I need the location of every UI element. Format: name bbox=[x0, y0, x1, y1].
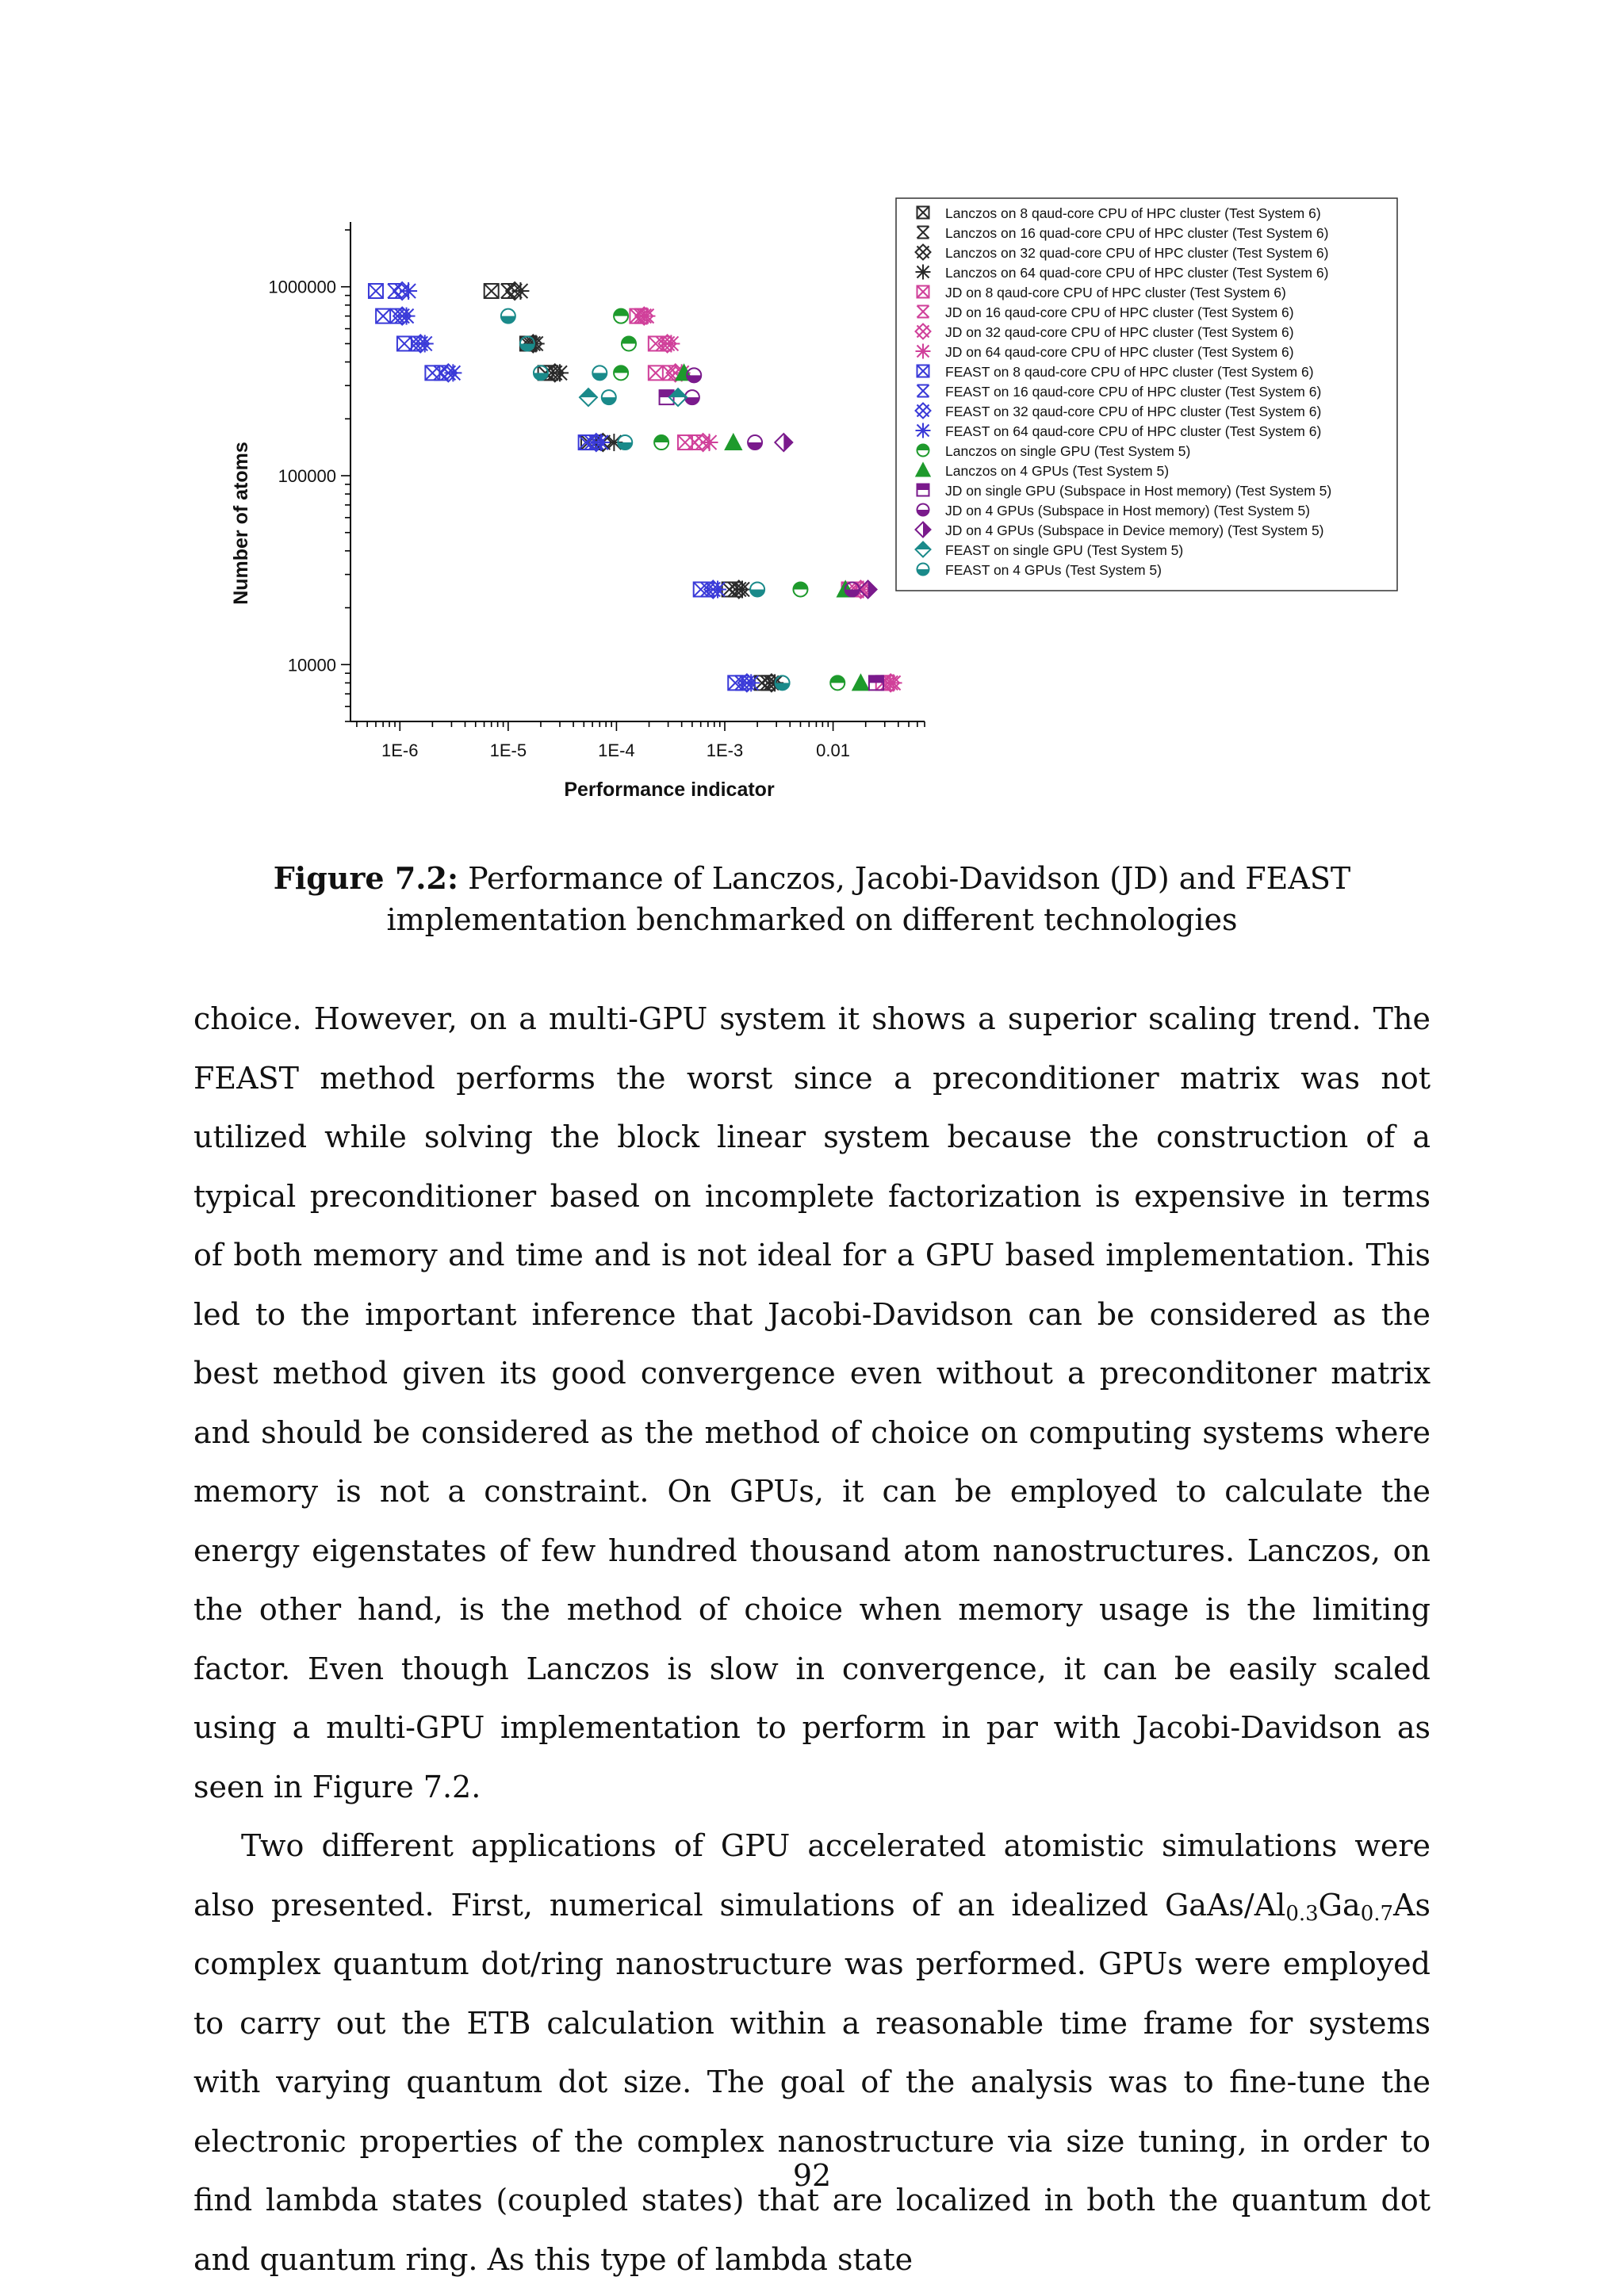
data-point bbox=[592, 434, 610, 451]
data-point bbox=[733, 580, 751, 598]
series-14 bbox=[676, 365, 869, 690]
legend-marker bbox=[916, 344, 931, 359]
series-7 bbox=[635, 308, 899, 692]
data-point bbox=[444, 364, 462, 381]
x-tick-label: 1E-3 bbox=[706, 740, 744, 760]
data-point bbox=[416, 335, 434, 352]
data-point bbox=[485, 284, 499, 298]
data-point bbox=[852, 675, 868, 690]
series-17 bbox=[775, 434, 876, 598]
data-point bbox=[602, 390, 616, 404]
legend-entry: JD on 4 GPUs (Subspace in Device memory) (Test System 5) bbox=[945, 522, 1324, 538]
data-point bbox=[742, 674, 760, 691]
legend-entry: FEAST on single GPU (Test System 5) bbox=[945, 542, 1184, 558]
data-point bbox=[830, 675, 845, 690]
legend-entry: FEAST on 4 GPUs (Test System 5) bbox=[945, 562, 1162, 578]
data-point bbox=[511, 282, 529, 300]
legend-entry: FEAST on 32 qaud-core CPU of HPC cluster (Test System 6) bbox=[945, 404, 1322, 419]
series-19 bbox=[501, 309, 790, 691]
caption-text: Performance of Lanczos, Jacobi-Davidson (JD) and FEAST implementation benchmarked on different technologies bbox=[386, 861, 1351, 937]
legend-entry: JD on 4 GPUs (Subspace in Host memory) (Test System 5) bbox=[945, 503, 1310, 519]
x-axis-title: Performance indicator bbox=[564, 779, 775, 801]
y-tick-label: 100000 bbox=[278, 466, 336, 486]
legend-marker bbox=[916, 265, 931, 280]
x-tick-label: 1E-5 bbox=[489, 740, 527, 760]
data-point bbox=[638, 308, 655, 325]
data-point bbox=[614, 365, 628, 380]
subscript-al: 0.3 bbox=[1285, 1901, 1319, 1926]
series-10 bbox=[388, 284, 749, 690]
data-point bbox=[701, 434, 718, 451]
figure-caption bbox=[198, 858, 1426, 940]
data-point bbox=[726, 434, 741, 450]
x-tick-label: 0.01 bbox=[816, 740, 850, 760]
data-point bbox=[748, 435, 762, 450]
legend-entry: JD on 16 qaud-core CPU of HPC cluster (Test System 6) bbox=[945, 304, 1294, 320]
body-text bbox=[193, 989, 1431, 2289]
series-8 bbox=[638, 308, 902, 692]
data-point bbox=[662, 335, 680, 352]
data-point bbox=[614, 309, 628, 323]
subscript-ga: 0.7 bbox=[1360, 1901, 1394, 1926]
y-tick-label: 10000 bbox=[287, 655, 336, 675]
paragraph-2-part-c: As complex quantum dot/ring nanostructure was performed. GPUs were employed to carry out the ETB calculation within a reasonable time frame for systems with varying quantum dot size. The goal of the analysis was to fine-tune the electronic properties of the complex nanostructure via size tuning, in order to find lambda states (coupled states) that are localized in both the quantum dot and quantum ring. As this type of lambda state bbox=[193, 1887, 1431, 2277]
paragraph-2-part-b: Ga bbox=[1318, 1887, 1361, 1923]
legend-entry: Lanczos on 16 quad-core CPU of HPC cluster (Test System 6) bbox=[945, 225, 1329, 241]
legend-entry: JD on 32 qaud-core CPU of HPC cluster (Test System 6) bbox=[945, 324, 1294, 340]
x-tick-label: 1E-4 bbox=[598, 740, 635, 760]
y-axis-title: Number of atoms bbox=[230, 442, 252, 605]
caption-label: Figure 7.2: bbox=[273, 860, 458, 896]
data-point bbox=[551, 364, 569, 381]
legend-entry: JD on 8 qaud-core CPU of HPC cluster (Test System 6) bbox=[945, 285, 1286, 300]
paragraph-1: choice. However, on a multi-GPU system it shows a superior scaling trend. The FEAST method performs the worst since a preconditioner matrix was not utilized while solving the block linear system because the construction of a typical preconditioner based on incomplete factorization is expensive in terms of both memory and time and is not ideal for a GPU based implementation. This led to the important inference that Jacobi-Davidson can be considered as the best method given its good convergence even without a preconditoner matrix and should be considered as the method of choice on computing systems where memory is not a constraint. On GPUs, it can be employed to calculate the energy eigenstates of few hundred thousand atom nanostructures. Lanczos, on the other hand, is the method of choice when memory usage is the limiting factor. Even though Lanczos is slow in convergence, it can be easily scaled using a multi-GPU implementation to perform in par with Jacobi-Davidson as seen in Figure 7.2. bbox=[193, 1001, 1431, 1804]
data-point bbox=[622, 336, 636, 350]
data-point bbox=[400, 282, 417, 300]
data-point bbox=[728, 675, 742, 690]
legend-marker bbox=[916, 423, 931, 438]
data-point bbox=[397, 336, 412, 350]
figure-7-2 bbox=[222, 190, 1411, 809]
series-4 bbox=[511, 282, 783, 691]
data-point bbox=[592, 365, 607, 380]
legend-entry: Lanczos on 8 qaud-core CPU of HPC cluster (Test System 6) bbox=[945, 205, 1321, 221]
paragraph-2 bbox=[193, 1816, 1431, 2289]
series-2 bbox=[501, 284, 776, 690]
legend-entry: Lanczos on single GPU (Test System 5) bbox=[945, 443, 1191, 459]
data-point bbox=[580, 388, 597, 406]
data-point bbox=[618, 435, 632, 450]
data-point bbox=[775, 434, 792, 451]
legend-entry: FEAST on 64 qaud-core CPU of HPC cluster (Test System 6) bbox=[945, 423, 1322, 439]
series-12 bbox=[398, 282, 760, 691]
data-point bbox=[694, 582, 708, 596]
performance-scatter-chart bbox=[222, 190, 1411, 809]
series-11 bbox=[393, 282, 756, 691]
data-point bbox=[649, 365, 663, 380]
data-point bbox=[369, 284, 383, 298]
data-point bbox=[709, 580, 726, 598]
legend-entry: FEAST on 8 qaud-core CPU of HPC cluster (Test System 6) bbox=[945, 364, 1314, 380]
data-point bbox=[776, 675, 790, 690]
legend-entry: JD on single GPU (Subspace in Host memory) (Test System 5) bbox=[945, 483, 1332, 499]
data-point bbox=[398, 308, 416, 325]
data-point bbox=[793, 582, 807, 596]
data-point bbox=[654, 435, 668, 450]
data-point bbox=[376, 309, 390, 323]
legend-entry: Lanczos on 4 GPUs (Test System 5) bbox=[945, 463, 1170, 479]
paragraph-2-part-a: Two different applications of GPU accelerated atomistic simulations were also presented. First, numerical simulations of an idealized GaAs/Al bbox=[193, 1828, 1431, 1923]
legend-entry: FEAST on 16 qaud-core CPU of HPC cluster (Test System 6) bbox=[945, 384, 1322, 400]
legend-entry: Lanczos on 32 quad-core CPU of HPC cluster (Test System 6) bbox=[945, 245, 1329, 261]
y-tick-label: 1000000 bbox=[268, 277, 336, 297]
data-point bbox=[649, 336, 663, 350]
data-point bbox=[501, 309, 515, 323]
x-tick-label: 1E-6 bbox=[381, 740, 419, 760]
page-number: 92 bbox=[792, 2158, 832, 2193]
data-point bbox=[750, 582, 764, 596]
legend-entry: JD on 64 qaud-core CPU of HPC cluster (Test System 6) bbox=[945, 344, 1294, 360]
series-3 bbox=[506, 282, 780, 691]
data-point bbox=[885, 674, 902, 691]
data-point bbox=[425, 365, 439, 380]
legend-entry: Lanczos on 64 quad-core CPU of HPC cluster (Test System 6) bbox=[945, 265, 1329, 281]
series-16 bbox=[685, 368, 860, 596]
